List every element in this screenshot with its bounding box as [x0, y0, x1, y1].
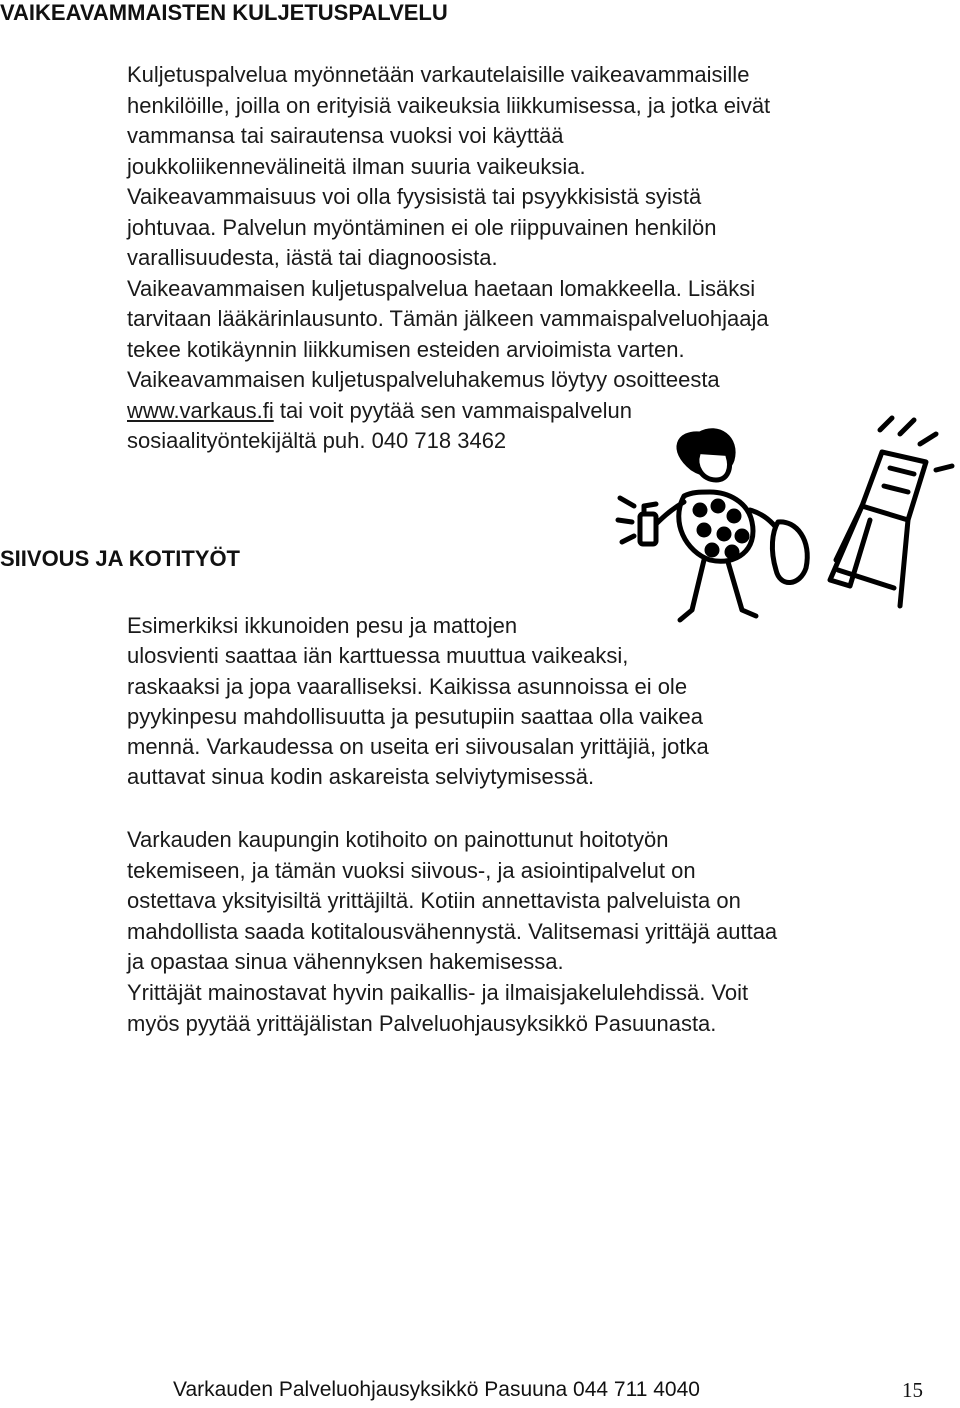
- text-line: Vaikeavammaisen kuljetuspalvelua haetaan lomakkeella. Lisäksi: [127, 275, 756, 301]
- text-line: henkilöille, joilla on erityisiä vaikeuksia liikkumisessa, ja jotka eivät: [127, 92, 771, 118]
- text-line: Vaikeavammaisuus voi olla fyysisistä tai psyykkisistä syistä: [127, 184, 702, 209]
- text-line: sosiaalityöntekijältä puh. 040 718 3462: [127, 428, 507, 453]
- text-line: Kuljetuspalvelua myönnetään varkautelaisille vaikeavammaisille: [127, 62, 750, 87]
- cleaning-paragraph-2: [127, 825, 777, 1039]
- website-link[interactable]: www.varkaus.fi: [127, 397, 274, 423]
- text-line: myös pyytää yrittäjälistan Palveluohjausyksikkö Pasuunasta.: [127, 1010, 717, 1036]
- section-heading-cleaning: SIIVOUS JA KOTITYÖT: [0, 546, 240, 571]
- text-line: tekee kotikäynnin liikkumisen esteiden arvioimista varten.: [127, 336, 685, 362]
- text-line: tekemiseen, ja tämän vuoksi siivous-, ja asiointipalvelut on: [127, 857, 696, 883]
- text-line: ostettava yksityisiltä yrittäjiltä. Kotiin annettavista palveluista on: [127, 888, 741, 914]
- text-line: pyykinpesu mahdollisuutta ja pesutupiin saattaa olla vaikea: [127, 703, 704, 729]
- text-line: joukkoliikennevälineitä ilman suuria vaikeuksia.: [127, 153, 586, 179]
- text-line: Vaikeavammaisen kuljetuspalveluhakemus löytyy osoitteesta: [127, 367, 720, 392]
- link-suffix-text: tai voit pyytää sen vammaispalvelun: [273, 397, 633, 423]
- footer-contact-text: Varkauden Palveluohjausyksikkö Pasuuna 044 711 4040: [173, 1378, 700, 1401]
- section-heading-transport: VAIKEAVAMMAISTEN KULJETUSPALVELU: [0, 0, 448, 25]
- text-line: mahdollista saada kotitalousvähennystä. Valitsemasi yrittäjä auttaa: [127, 918, 778, 944]
- text-line: ja opastaa sinua vähennyksen hakemisessa.: [127, 949, 564, 975]
- text-line: tarvitaan lääkärinlausunto. Tämän jälkeen vammaispalveluohjaaja: [127, 306, 769, 331]
- text-line: Varkauden kaupungin kotihoito on painottunut hoitotyön: [127, 827, 669, 852]
- text-line: vammansa tai sairautensa vuoksi voi käyttää: [127, 123, 564, 148]
- page-footer: [173, 1378, 933, 1408]
- text-line: mennä. Varkaudessa on useita eri siivousalan yrittäjiä, jotka: [127, 734, 709, 760]
- text-line: raskaaksi ja jopa vaaralliseksi. Kaikissa asunnoissa ei ole: [127, 673, 688, 699]
- cleaning-woman-with-chair-icon: [600, 410, 960, 630]
- cleaning-paragraph-1: [127, 611, 709, 793]
- transport-paragraph: [127, 60, 770, 457]
- text-line: Yrittäjät mainostavat hyvin paikallis- ja ilmaisjakelulehdissä. Voit: [127, 979, 749, 1005]
- text-line: Esimerkiksi ikkunoiden pesu ja mattojen: [127, 613, 518, 638]
- text-line: varallisuudesta, iästä tai diagnoosista.: [127, 245, 498, 270]
- text-line: auttavat sinua kodin askareista selviytymisessä.: [127, 764, 595, 790]
- page-number: 15: [902, 1378, 923, 1402]
- text-line: johtuvaa. Palvelun myöntäminen ei ole riippuvainen henkilön: [127, 214, 717, 240]
- text-line: ulosvienti saattaa iän karttuessa muuttua vaikeaksi,: [127, 643, 629, 669]
